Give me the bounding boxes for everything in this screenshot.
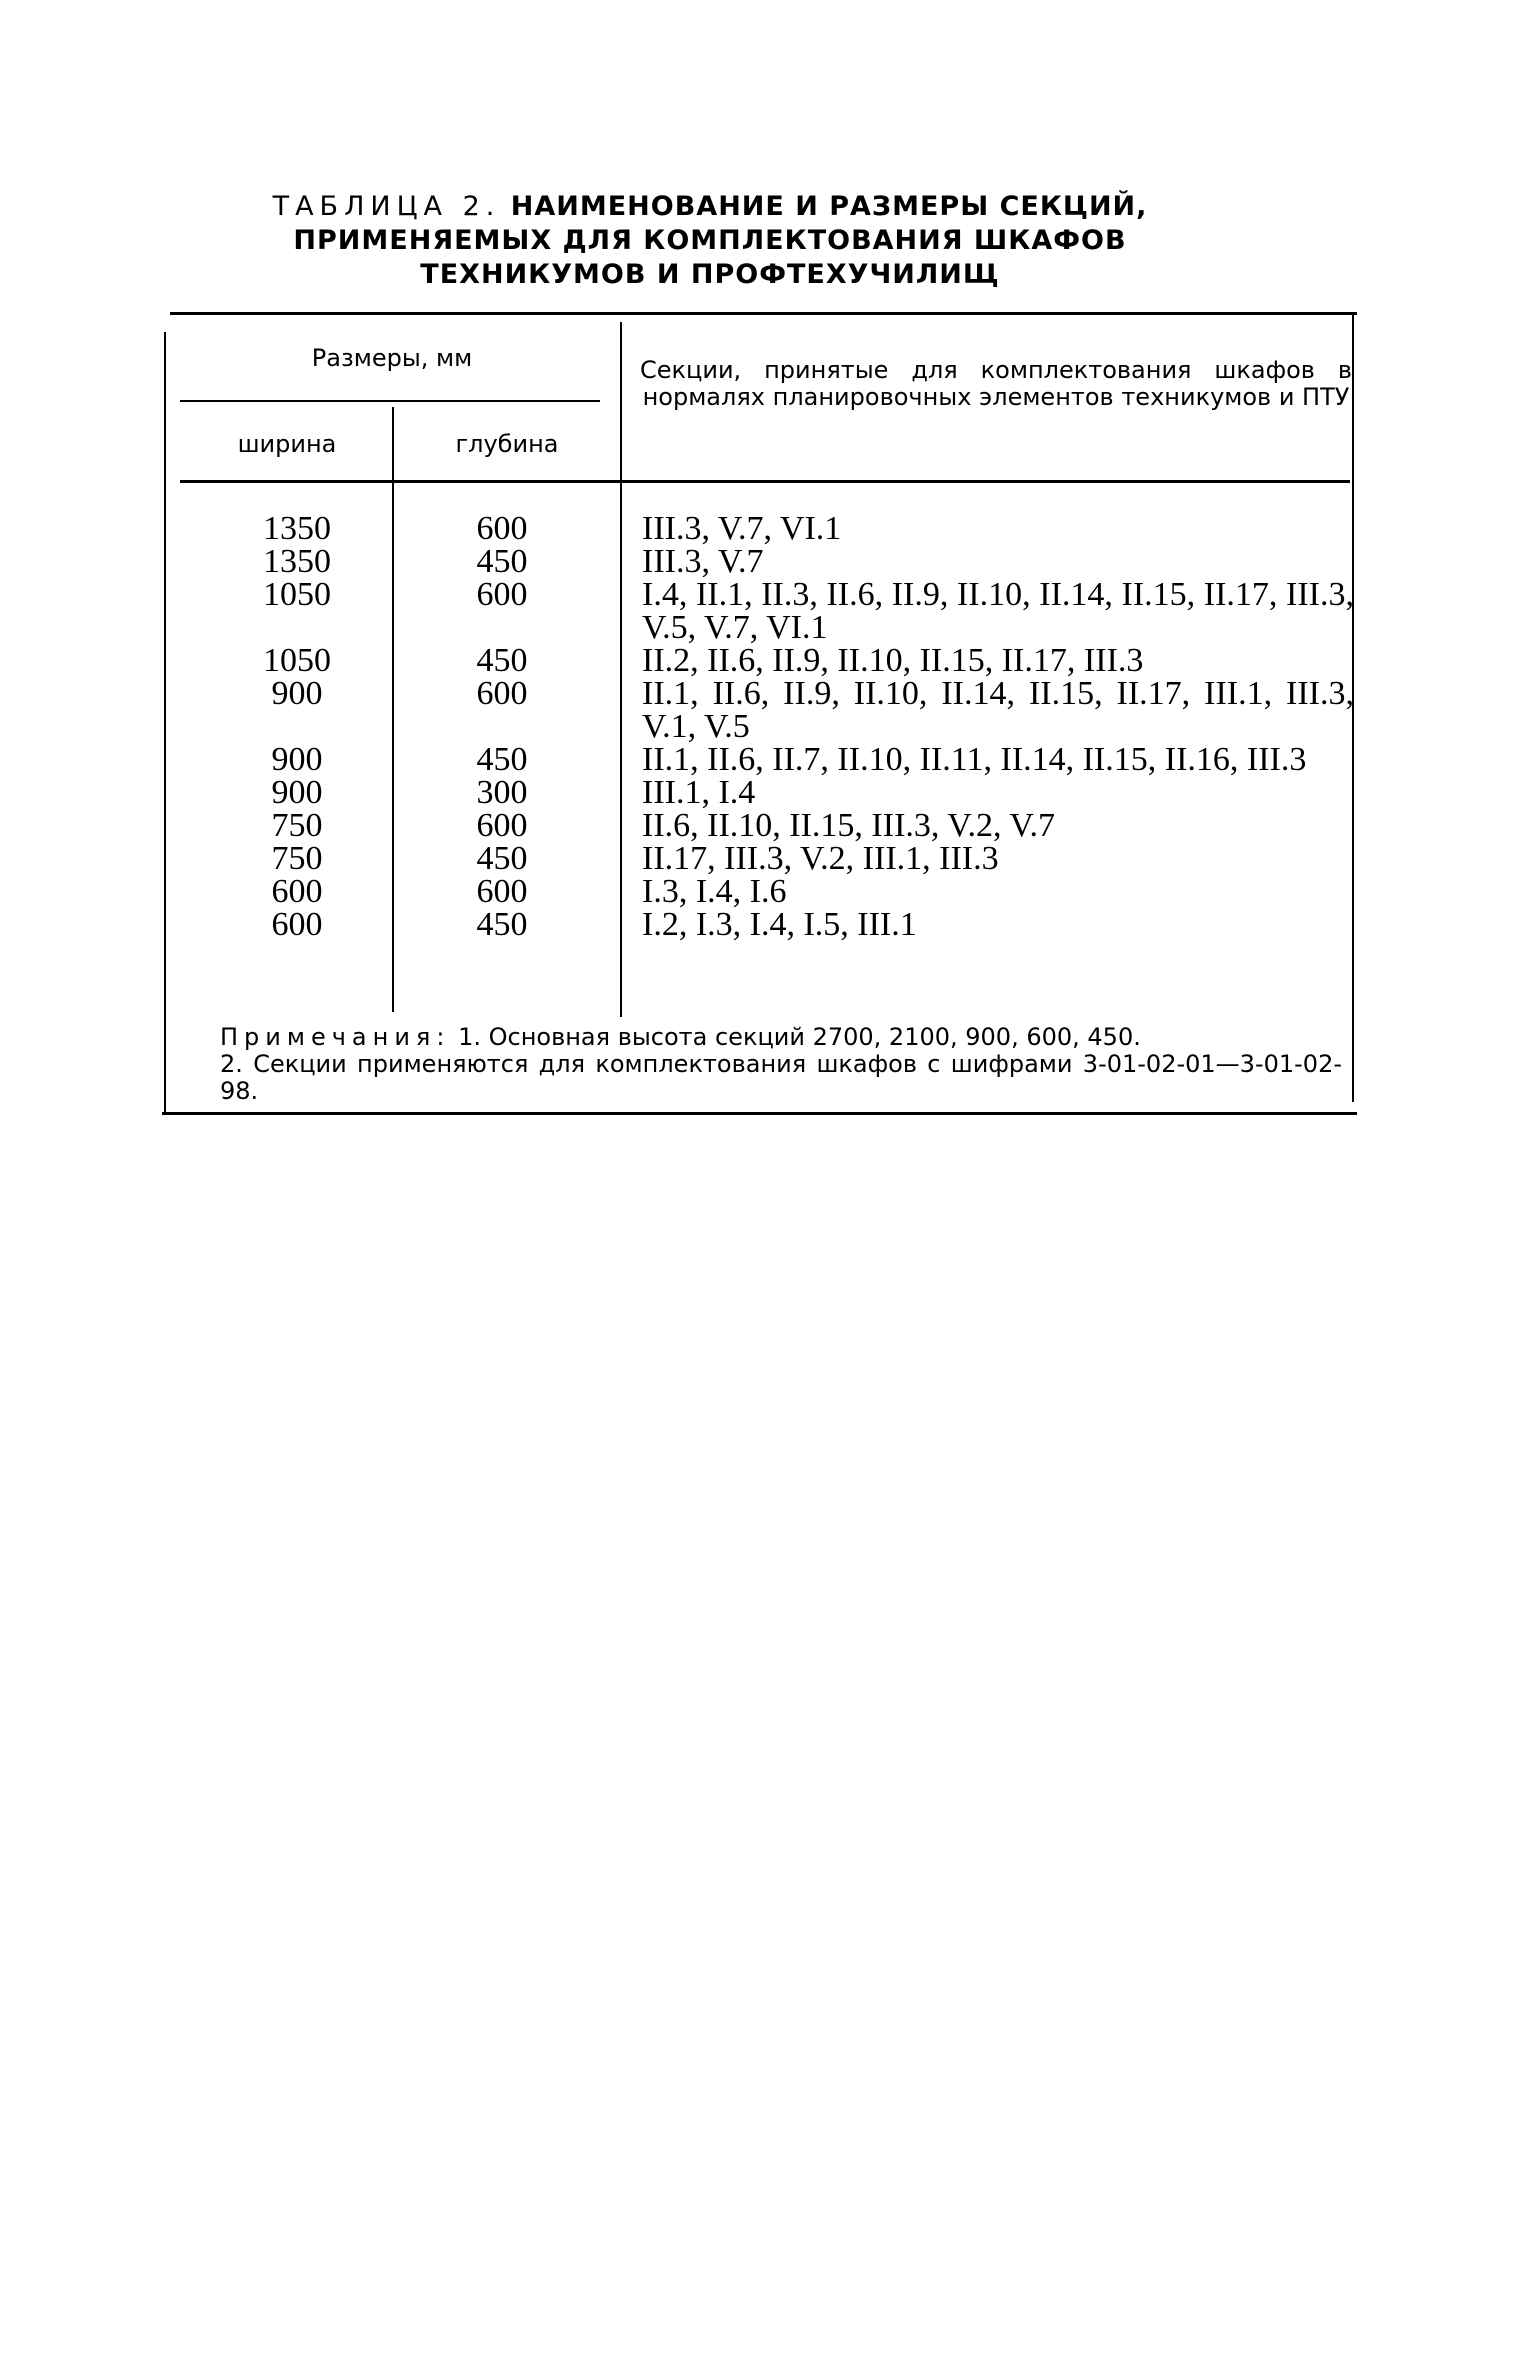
- sizes-header: Размеры, мм: [311, 344, 473, 372]
- sections-header: Секции, принятые для комплектования шкафов в нормалях планировочных элементов техникумов и ПТУ: [640, 356, 1352, 411]
- cell-width: 750: [271, 840, 323, 877]
- cell-depth: 450: [476, 906, 528, 943]
- cell-sections: III.1, I.4: [642, 774, 756, 811]
- cell-width: 750: [271, 807, 323, 844]
- cell-sections: III.3, V.7: [642, 543, 764, 580]
- table-title: [160, 190, 1260, 292]
- cell-width: 1350: [263, 543, 331, 580]
- cell-depth: 600: [476, 576, 528, 613]
- table-row: [162, 512, 1357, 545]
- cell-width: 900: [271, 774, 323, 811]
- cell-sections: III.3, V.7, VI.1: [642, 510, 842, 547]
- cell-sections: I.3, I.4, I.6: [642, 873, 787, 910]
- cell-sections: II.1, II.6, II.7, II.10, II.11, II.14, II.15, II.16, III.3: [642, 741, 1307, 778]
- title-line-1: [160, 190, 1260, 224]
- cell-width: 1050: [263, 576, 331, 613]
- note-2: 2. Секции применяются для комплектования шкафов с шифрами 3-01-02-01—3-01-02-98.: [220, 1050, 1342, 1105]
- table-row: [162, 644, 1357, 677]
- title-line-3: ТЕХНИКУМОВ И ПРОФТЕХУЧИЛИЩ: [420, 259, 1000, 290]
- table-row: [162, 743, 1357, 776]
- cell-depth: 600: [476, 807, 528, 844]
- cell-sections: II.1, II.6, II.9, II.10, II.14, II.15, II.17, III.1, III.3, V.1, V.5: [642, 675, 1354, 745]
- cell-sections: I.4, II.1, II.3, II.6, II.9, II.10, II.14, II.15, II.17, III.3, V.5, V.7, VI.1: [642, 576, 1354, 646]
- sections-table: [162, 312, 1357, 1117]
- title-rest: НАИМЕНОВАНИЕ И РАЗМЕРЫ СЕКЦИЙ,: [510, 191, 1148, 222]
- table-bottom-rule: [162, 1112, 1357, 1115]
- note-1-text: 1. Основная высота секций 2700, 2100, 900, 600, 450.: [458, 1023, 1141, 1051]
- cell-sections: II.6, II.10, II.15, III.3, V.2, V.7: [642, 807, 1056, 844]
- cell-width: 1050: [263, 642, 331, 679]
- table-row: [162, 578, 1357, 644]
- notes-label: Примечания:: [220, 1023, 451, 1051]
- cell-width: 600: [271, 873, 323, 910]
- cell-sections: II.17, III.3, V.2, III.1, III.3: [642, 840, 999, 877]
- title-line-2: ПРИМЕНЯЕМЫХ ДЛЯ КОМПЛЕКТОВАНИЯ ШКАФОВ: [293, 225, 1127, 256]
- table-notes: [162, 1024, 1342, 1105]
- table-top-rule: [170, 312, 1357, 315]
- cell-depth: 450: [476, 642, 528, 679]
- table-row: [162, 545, 1357, 578]
- cell-width: 900: [271, 675, 323, 712]
- table-body: [162, 512, 1357, 941]
- cell-depth: 600: [476, 510, 528, 547]
- sizes-underline: [180, 400, 600, 402]
- cell-depth: 300: [476, 774, 528, 811]
- cell-depth: 450: [476, 840, 528, 877]
- width-header: ширина: [237, 430, 337, 458]
- cell-sections: II.2, II.6, II.9, II.10, II.15, II.17, III.3: [642, 642, 1144, 679]
- table-row: [162, 842, 1357, 875]
- cell-depth: 600: [476, 873, 528, 910]
- table-row: [162, 776, 1357, 809]
- cell-depth: 600: [476, 675, 528, 712]
- table-row: [162, 677, 1357, 743]
- title-lead: ТАБЛИЦА 2.: [272, 191, 501, 222]
- table-row: [162, 908, 1357, 941]
- table-row: [162, 809, 1357, 842]
- cell-depth: 450: [476, 741, 528, 778]
- note-1: [162, 1024, 1342, 1051]
- depth-header: глубина: [455, 430, 559, 458]
- cell-width: 900: [271, 741, 323, 778]
- table-row: [162, 875, 1357, 908]
- cell-width: 600: [271, 906, 323, 943]
- cell-width: 1350: [263, 510, 331, 547]
- cell-depth: 450: [476, 543, 528, 580]
- header-bottom-rule: [180, 480, 1350, 483]
- cell-sections: I.2, I.3, I.4, I.5, III.1: [642, 906, 917, 943]
